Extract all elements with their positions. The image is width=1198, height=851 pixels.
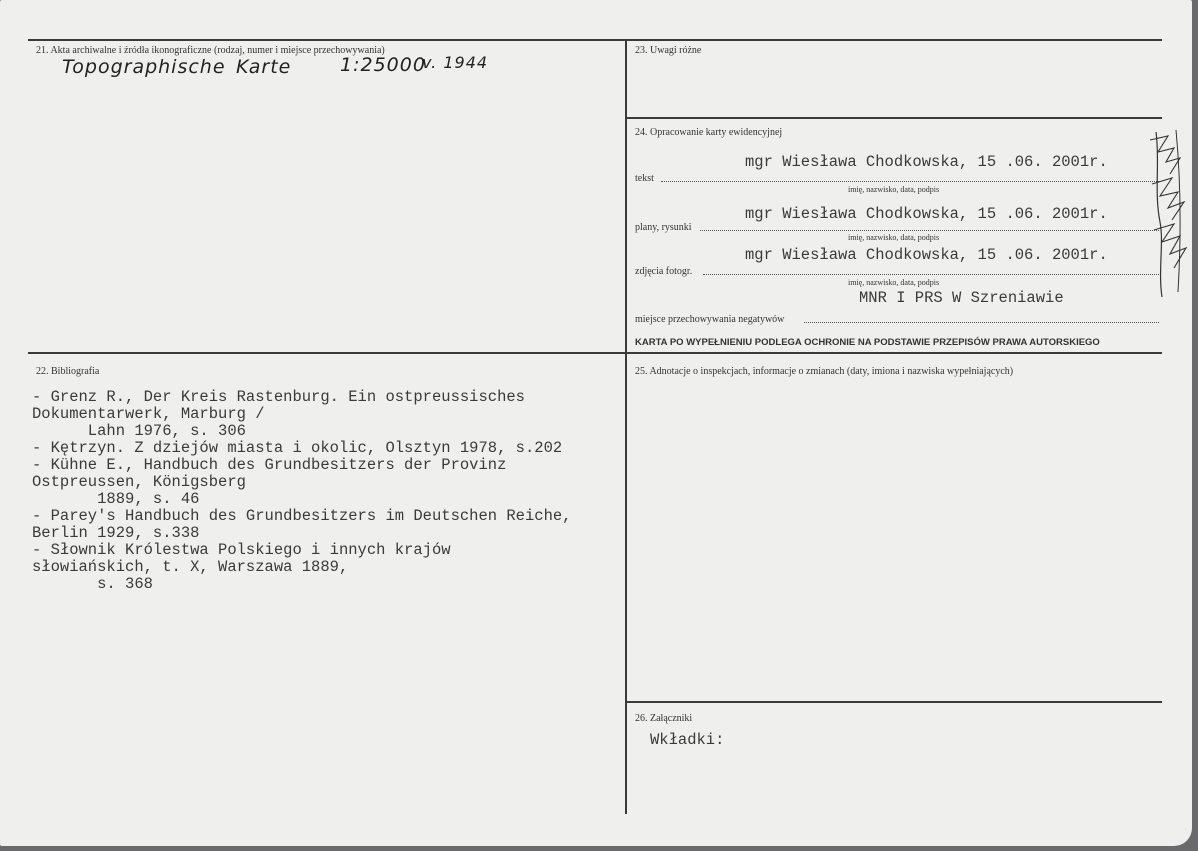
section-23-label: 23. Uwagi różne [635,45,702,56]
photos-row-dotted-line [703,274,1159,275]
plans-row-label: plany, rysunki [635,222,692,233]
section-24-label: 24. Opracowanie karty ewidencyjnej [635,127,783,138]
bibliography-line: - Kętrzyn. Z dziejów miasta i okolic, Olsztyn 1978, s.202 [32,439,563,457]
bibliography-line: - Grenz R., Der Kreis Rastenburg. Ein ostpreussisches [32,388,525,406]
center-divider-bottom [625,352,627,814]
handwritten-note-4: v. 1944 [422,53,489,72]
bibliography-line: - Słownik Królestwa Polskiego i innych krajów [32,541,451,559]
attachments-value: Wkładki: [650,731,725,749]
handwritten-note-3: 1:25000 [340,54,426,76]
section-25-label: 25. Adnotacje o inspekcjach, informacje o zmianach (daty, imiona i nazwiska wypełniających) [635,366,1014,377]
handwritten-note-1: Topographische [62,56,226,78]
divider-25-26 [627,701,1162,703]
copyright-notice: KARTA PO WYPEŁNIENIU PODLEGA OCHRONIE NA PODSTAWIE PRZEPISÓW PRAWA AUTORSKIEGO [635,337,1100,348]
signature-scribble [1146,122,1192,302]
divider-23-24 [627,117,1162,119]
plans-row-dotted-line [700,230,1159,231]
photos-author-value: mgr Wiesława Chodkowska, 15 .06. 2001r. [745,246,1108,264]
top-border-line [28,39,1162,41]
section-26-label: 26. Załączniki [635,713,693,724]
text-row-label: tekst [635,173,654,184]
bibliography-line: Ostpreussen, Königsberg [32,473,246,491]
center-divider-top [625,39,627,352]
negatives-dotted-line [804,322,1159,323]
middle-divider-line [28,352,1162,354]
bibliography-list [32,389,572,593]
bibliography-line: słowiańskich, t. X, Warszawa 1889, [32,558,349,576]
plans-author-value: mgr Wiesława Chodkowska, 15 .06. 2001r. [745,205,1108,223]
text-row-dotted-line [661,181,1159,182]
bibliography-line: Lahn 1976, s. 306 [32,422,246,440]
text-row-sublabel: imię, nazwisko, data, podpis [848,185,940,194]
text-author-value: mgr Wiesława Chodkowska, 15 .06. 2001r. [745,153,1108,171]
plans-row-sublabel: imię, nazwisko, data, podpis [848,233,940,242]
section-21-label: 21. Akta archiwalne i źródła ikonograficzne (rodzaj, numer i miejsce przechowywania) [36,45,385,56]
negatives-location-value: MNR I PRS W Szreniawie [859,289,1064,307]
bibliography-line: 1889, s. 46 [32,490,200,508]
bibliography-line: s. 368 [32,575,153,593]
photos-row-label: zdjęcia fotogr. [635,266,693,277]
bibliography-line: - Parey's Handbuch des Grundbesitzers im Deutschen Reiche, [32,507,572,525]
bibliography-line: Dokumentarwerk, Marburg / [32,405,265,423]
handwritten-note-2: Karte [236,56,292,78]
bibliography-line: - Kühne E., Handbuch des Grundbesitzers der Provinz [32,456,507,474]
section-22-label: 22. Bibliografia [36,366,100,377]
negatives-location-label: miejsce przechowywania negatywów [635,314,785,325]
bibliography-line: Berlin 1929, s.338 [32,524,200,542]
photos-row-sublabel: imię, nazwisko, data, podpis [848,278,940,287]
